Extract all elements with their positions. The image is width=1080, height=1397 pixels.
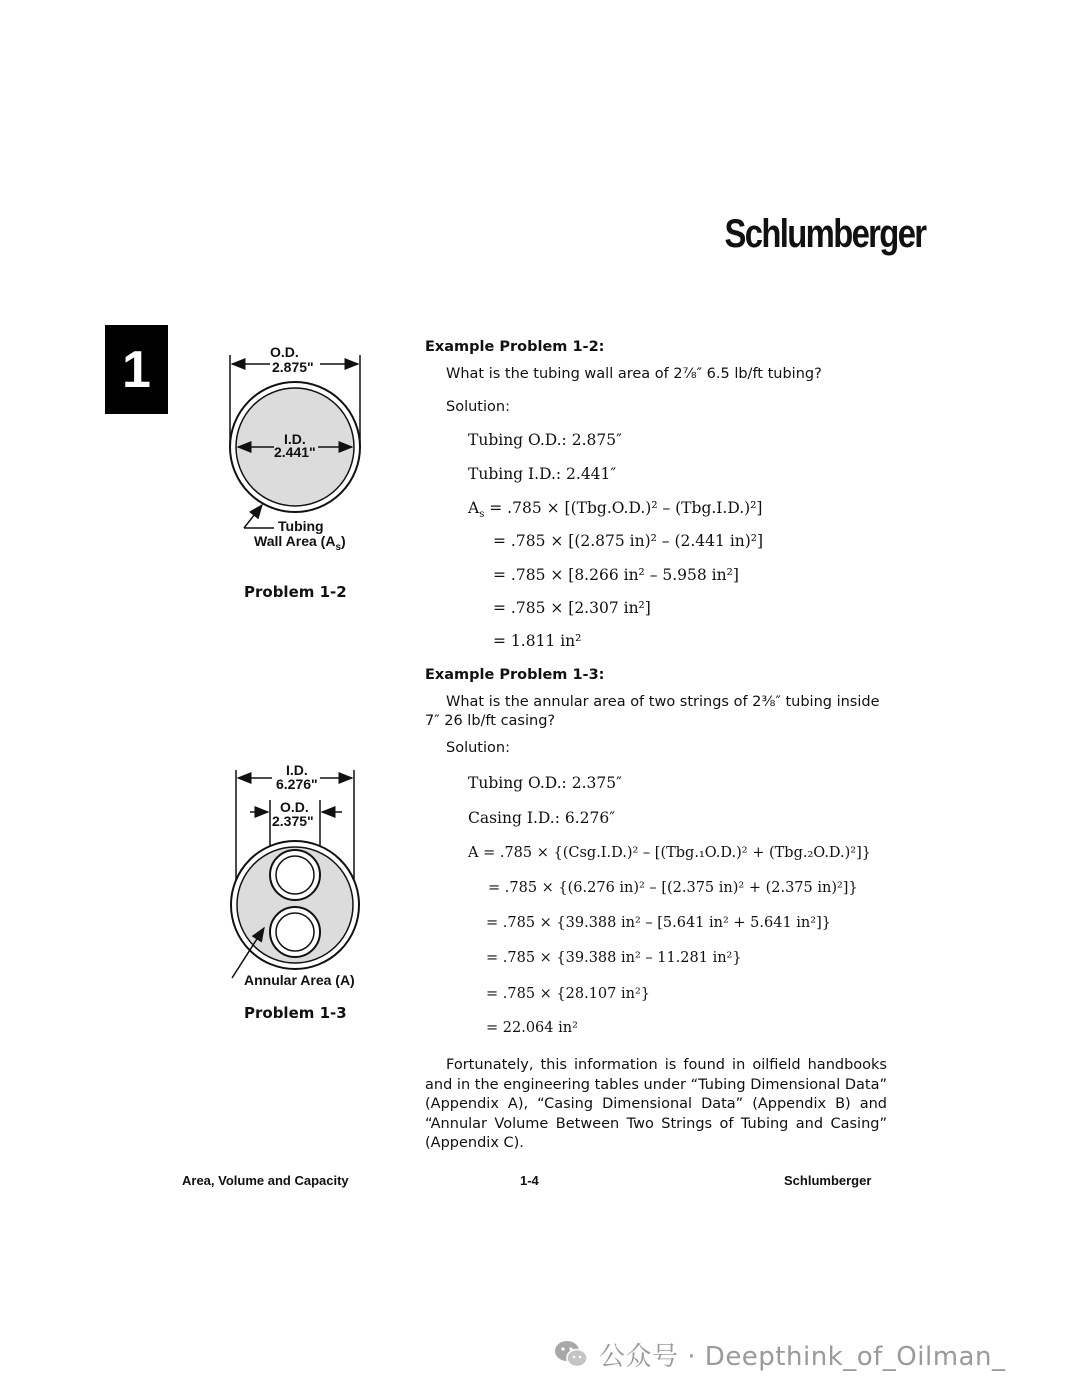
- figure-tubing-wall-area: [222, 340, 372, 565]
- figure-caption-problem-1-3: Problem 1-3: [244, 1004, 347, 1022]
- problem-1-3-heading: Example Problem 1-3:: [425, 667, 605, 683]
- id-label: I.D.: [284, 431, 306, 447]
- problem-1-3-equation-5: = .785 × {28.107 in²}: [486, 986, 650, 1002]
- wechat-icon: [553, 1339, 589, 1376]
- casing-id-value: 6.276": [276, 776, 318, 792]
- footer-page-number: 1-4: [520, 1173, 539, 1188]
- chapter-tab: 1: [105, 325, 168, 414]
- problem-1-2-equation-1: $A_s = .785 \times [(Tbg.O.D.)^2 - (Tbg.I.D.)^2]$: [468, 499, 763, 521]
- problem-1-3-question-line1: What is the annular area of two strings of 2⅜″ tubing inside: [446, 694, 880, 710]
- watermark: 公众号 · Deepthink_of_Oilman_: [553, 1336, 1005, 1376]
- schlumberger-logo: Schlumberger: [724, 212, 926, 256]
- problem-1-3-equation-3: = .785 × {39.388 in² – [5.641 in² + 5.641 in²]}: [486, 915, 831, 931]
- problem-1-2-equation-2: = .785 × [(2.875 in)² – (2.441 in)²]: [493, 532, 764, 550]
- casing-id-label: I.D.: [286, 762, 308, 778]
- problem-1-3-equation-4: = .785 × {39.388 in² – 11.281 in²}: [486, 950, 742, 966]
- problem-1-3-result: = 22.064 in²: [486, 1020, 578, 1036]
- tubing-od-value: 2.375": [272, 813, 314, 829]
- od-label: O.D.: [270, 344, 299, 360]
- problem-1-3-equation-1: A = .785 × {(Csg.I.D.)² – [(Tbg.₁O.D.)² + (Tbg.₂O.D.)²]}: [468, 845, 871, 861]
- problem-1-2-question: What is the tubing wall area of 2⅞″ 6.5 lb/ft tubing?: [446, 366, 822, 382]
- problem-1-3-solution-label: Solution:: [446, 740, 510, 756]
- tubing-od-label: O.D.: [280, 799, 309, 815]
- footer-company: Schlumberger: [784, 1173, 872, 1188]
- problem-1-3-equation-2: = .785 × {(6.276 in)² – [(2.375 in)² + (2.375 in)²]}: [488, 880, 858, 896]
- annular-area-label: Annular Area (A): [244, 972, 355, 988]
- problem-1-2-heading: Example Problem 1-2:: [425, 339, 605, 355]
- problem-1-3-casing-id: Casing I.D.: 6.276″: [468, 809, 616, 827]
- problem-1-2-solution-label: Solution:: [446, 399, 510, 415]
- wall-area-label-line2: Wall Area $(A_s)$: [254, 533, 346, 553]
- annulus-cross-section-diagram: [222, 762, 372, 992]
- figure-annular-area: [222, 762, 372, 992]
- problem-1-2-tubing-id: Tubing I.D.: 2.441″: [468, 465, 617, 483]
- closing-paragraph: Fortunately, this information is found in oilfield handbooks and in the engineering tables under “Tubing Dimensional Data” (Appendix A), “Casing Dimensional Data” (Appendix B) and “Annular Volume Between Two Strings of Tubing and Casing” (Appendix C).: [425, 1057, 887, 1151]
- od-value: 2.875": [272, 359, 314, 375]
- problem-1-2-result: = 1.811 in²: [493, 632, 582, 650]
- footer-chapter-title: Area, Volume and Capacity: [182, 1173, 349, 1188]
- problem-1-2-equation-4: = .785 × [2.307 in²]: [493, 599, 651, 617]
- id-value: 2.441": [274, 444, 316, 460]
- problem-1-2-equation-3: = .785 × [8.266 in² – 5.958 in²]: [493, 566, 739, 584]
- problem-1-2-tubing-od: Tubing O.D.: 2.875″: [468, 431, 622, 449]
- wall-area-label-line1: Tubing: [278, 518, 324, 534]
- problem-1-3-tubing-od: Tubing O.D.: 2.375″: [468, 774, 622, 792]
- figure-caption-problem-1-2: Problem 1-2: [244, 583, 347, 601]
- problem-1-3-question-line2: 7″ 26 lb/ft casing?: [425, 713, 556, 729]
